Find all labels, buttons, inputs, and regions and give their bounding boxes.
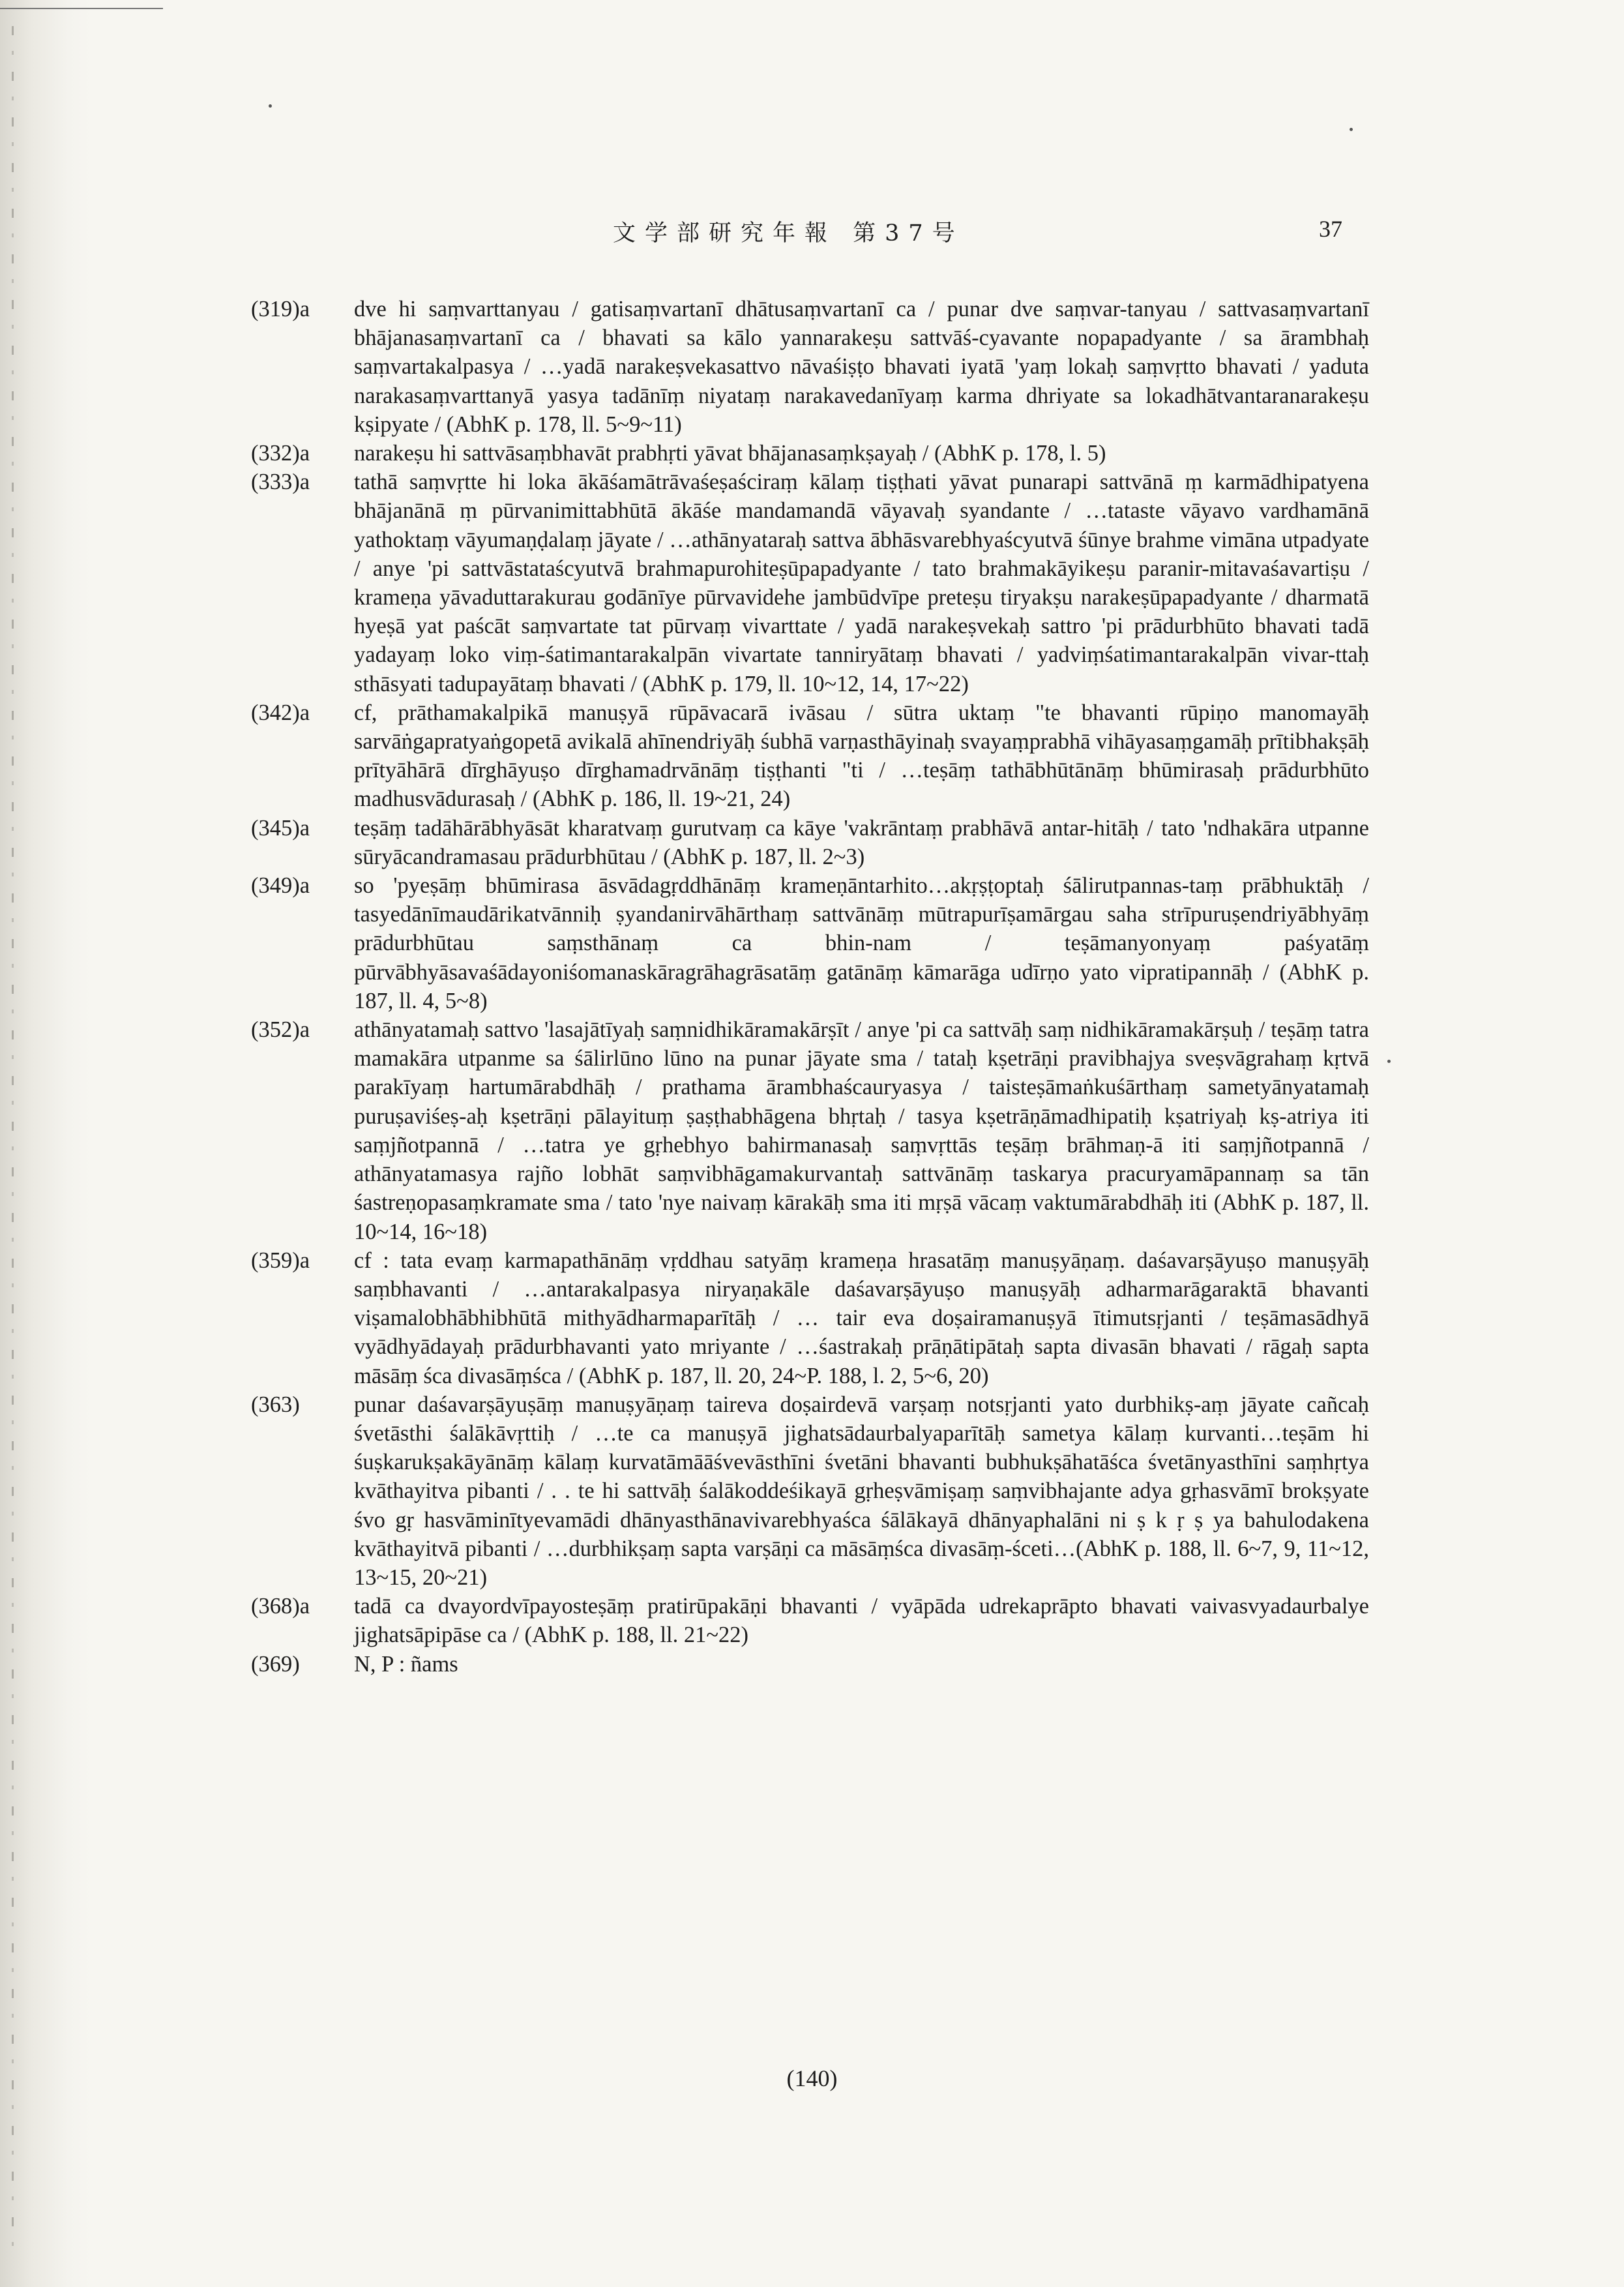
footnotes-body (251, 295, 1369, 1679)
note-368 (251, 1592, 1369, 1649)
note-349 (251, 871, 1369, 1015)
note-text: tathā saṃvṛtte hi loka ākāśamātrāvaśeṣaściraṃ kālaṃ tiṣṭhati yāvat punarapi sattvānā ṃ karmādhipatyena bhājanānā ṃ pūrvanimittabhūtā ākāśe mandamandā vāyavaḥ syandante / …tataste vāyavo vardhamānā yathoktaṃ vāyumaṇḍalaṃ jāyate / …athānyataraḥ sattva ābhāsvarebhyaścyutvā śūnye brahme vimāna utpadyate / anye 'pi sattvāstataścyutvā brahmapurohiteṣūpapadyante / tato brahmakāyikeṣu paranir-mitavaśavartiṣu / krameṇa yāvaduttarakurau godānīye pūrvavidehe jambūdvīpe preteṣu tiryakṣu narakeṣūpapadyante / dharmatā hyeṣā yat paścāt saṃvartate tat pūrvaṃ vivarttate / yadā narakeṣvekaḥ sattro 'pi prādurbhūto bhavati tadā yadayaṃ loko viṃ-śatimantarakalpān vivartate tanniryātaṃ bhavati / yadviṃśatimantarakalpān vivar-ttaḥ sthāsyati tadupayātaṃ bhavati / (AbhK p. 179, ll. 10~12, 14, 17~22) (354, 470, 1369, 696)
note-352 (251, 1015, 1369, 1246)
page-header (0, 215, 1624, 254)
scan-top-rule (0, 8, 163, 9)
header-page-number: 37 (1319, 216, 1342, 242)
note-text: so 'pyeṣāṃ bhūmirasa āsvādagṛddhānāṃ krameṇāntarhito…akṛṣṭoptaḥ śālirutpannas-taṃ prābhuktāḥ / tasyedānīmaudārikatvānniḥ ṣyandanirvāhārthaṃ sattvānāṃ mūtrapurīṣamārgau saha strīpuruṣendriyābhyāṃ prādurbhūtau saṃsthānaṃ ca bhin-nam / teṣāmanyonyaṃ paśyatāṃ pūrvābhyāsavaśādayoniśomanaskāragrāhagrāsatāṃ gatānāṃ kāmarāga udīrṇo yato vipratipannāḥ / (AbhK p. 187, ll. 4, 5~8) (354, 873, 1369, 1013)
note-label: (332)a (251, 441, 310, 466)
scan-shadow-edge (0, 0, 91, 2287)
note-label: (352)a (251, 1017, 310, 1043)
footer-page-number: (140) (786, 2065, 838, 2091)
note-text: cf : tata evaṃ karmapathānāṃ vṛddhau satyāṃ krameṇa hrasatāṃ manuṣyāṇaṃ. daśavarṣāyuṣo manuṣyāḥ saṃbhavanti / …antarakalpasya niryaṇakāle daśavarṣāyuṣo manuṣyāḥ adharmarāgaraktā bhavanti viṣamalobhābhibhūtā mithyādharmaparītāḥ / … tair eva doṣairamanuṣyā ītimutsṛjanti / teṣāmasādhyā vyādhyādayaḥ prādurbhavanti yato mriyante / …śastrakaḥ prāṇātipātaḥ sapta divasān bhavati / rāgaḥ sapta māsāṃ śca divasāṃśca / (AbhK p. 187, ll. 20, 24~P. 188, l. 2, 5~6, 20) (354, 1248, 1369, 1388)
note-label: (369) (251, 1651, 300, 1677)
note-label: (359)a (251, 1248, 310, 1273)
note-369 (251, 1650, 1369, 1679)
scan-speck (1387, 1060, 1391, 1063)
note-333 (251, 468, 1369, 698)
note-text: N, P : ñams (354, 1651, 458, 1677)
note-345 (251, 814, 1369, 871)
note-319 (251, 295, 1369, 439)
note-text: teṣāṃ tadāhārābhyāsāt kharatvaṃ gurutvaṃ ca kāye 'vakrāntaṃ prabhāvā antar-hitāḥ / tato 'ndhakāra utpanne sūryācandramasau prādurbhūtau / (AbhK p. 187, ll. 2~3) (354, 815, 1369, 869)
note-text: punar daśavarṣāyuṣāṃ manuṣyāṇaṃ taireva doṣairdevā varṣaṃ notsṛjanti yato durbhikṣ-aṃ jāyate cañcaḥ śvetāsthi śalākāvṛttiḥ / …te ca manuṣyā jighatsādaurbalyaparītāḥ sametya kālaṃ kurvanti…teṣām hi śuṣkarukṣakāyānāṃ kālaṃ kurvatāmāāśvevāsthīni śvetāni bhavanti bubhukṣāhatāśca śvetānyasthīni saṃhṛtya kvāthayitva pibanti / . . te hi sattvāḥ śalākoddeśikayā gṛheṣvāmiṣaṃ saṃvibhajante adya gṛhasvāmī brokṣyate śvo gṛ hasvāminītyevamādi dhānyasthānavivarebhyaśca śālākayā dhānyaphalāni ni ṣ k ṛ ṣ ya bahulodakena kvāthayitvā pibanti / …durbhikṣaṃ sapta varṣāṇi ca māsāṃśca divasāṃ-śceti…(AbhK p. 188, ll. 6~7, 9, 11~12, 13~15, 20~21) (354, 1392, 1369, 1590)
note-332 (251, 439, 1369, 468)
note-359 (251, 1246, 1369, 1390)
note-text: narakeṣu hi sattvāsaṃbhavāt prabhṛti yāvat bhājanasaṃkṣayaḥ / (AbhK p. 178, l. 5) (354, 441, 1106, 466)
note-label: (342)a (251, 700, 310, 725)
note-text: tadā ca dvayordvīpayosteṣāṃ pratirūpakāṇi bhavanti / vyāpāda udrekaprāpto bhavati vaivasvyadaurbalye jighatsāpipāse ca / (AbhK p. 188, ll. 21~22) (354, 1594, 1369, 1648)
note-text: athānyatamaḥ sattvo 'lasajātīyaḥ saṃnidhikāramakārṣīt / anye 'pi ca sattvāḥ saṃ nidhikāramakārṣuḥ / teṣāṃ tatra mamakāra utpanme sa śālirlūno lūno na punar jāyate sma / tataḥ kṣetrāṇi pravibhajya sveṣvāgrahaṃ kṛtvā parakīyaṃ hartumārabdhāḥ / prathama ārambhaścauryasya / taisteṣāmaṅkuśārthaṃ sametyānyatamaḥ puruṣaviśeṣ-aḥ kṣetrāṇi pālayituṃ ṣaṣṭhabhāgena bhṛtaḥ / tasya kṣetrāṇāmadhipatiḥ kṣatriyaḥ kṣ-atriya iti saṃjñotpannā / …tatra ye gṛhebhyo bahirmanasaḥ saṃvṛttās teṣāṃ brāhmaṇ-ā iti saṃjñotpannā / athānyatamasya rajño lobhāt saṃvibhāgamakurvantaḥ sattvānāṃ taskarya pracuryamāpannaṃ sa tān śastreṇopasaṃkramate sma / tato 'nye naivaṃ kārakāḥ sma iti mṛṣā vācaṃ vaktumārabdhāḥ iti (AbhK p. 187, ll. 10~14, 16~18) (354, 1017, 1369, 1244)
note-363 (251, 1390, 1369, 1592)
scan-speck (269, 104, 272, 108)
note-label: (363) (251, 1392, 300, 1417)
note-342 (251, 698, 1369, 814)
note-label: (368)a (251, 1594, 310, 1619)
running-title: 文学部研究年報 第37号 (613, 220, 964, 247)
note-text: dve hi saṃvarttanyau / gatisaṃvartanī dhātusaṃvartanī ca / punar dve saṃvar-tanyau / sattvasaṃvartanī bhājanasaṃvartanī ca / bhavati sa kālo yannarakeṣu sattvāś-cyavante nopapadyante / sa ārambhaḥ saṃvartakalpasya / …yadā narakeṣvekasattvo nāvaśiṣṭo bhavati iyatā 'yaṃ lokaḥ saṃvṛtto bhavati / yaduta narakasaṃvarttanyā yasya tadānīṃ niyataṃ narakavedanīyaṃ karma dhriyate sa lokadhātvantaranarakeṣu kṣipyate / (AbhK p. 178, ll. 5~9~11) (354, 297, 1369, 437)
note-text: cf, prāthamakalpikā manuṣyā rūpāvacarā ivāsau / sūtra uktaṃ "te bhavanti rūpiṇo manomayāḥ sarvāṅgapratyaṅgopetā avikalā ahīnendriyāḥ śubhā varṇasthāyinaḥ svayaṃprabhā vihāyasaṃgamāḥ prītibhakṣāḥ prītyāhārā dīrghāyuṣo dīrghamadrvānāṃ tiṣṭhanti "ti / …teṣāṃ tathābhūtānāṃ bhūmirasaḥ prādurbhūto madhusvādurasaḥ / (AbhK p. 186, ll. 19~21, 24) (354, 700, 1369, 812)
note-label: (345)a (251, 815, 310, 841)
scan-binding-mark (12, 26, 14, 2256)
note-label: (319)a (251, 297, 310, 321)
note-label: (349)a (251, 873, 310, 899)
note-label: (333)a (251, 470, 310, 495)
scan-speck (1350, 128, 1353, 131)
